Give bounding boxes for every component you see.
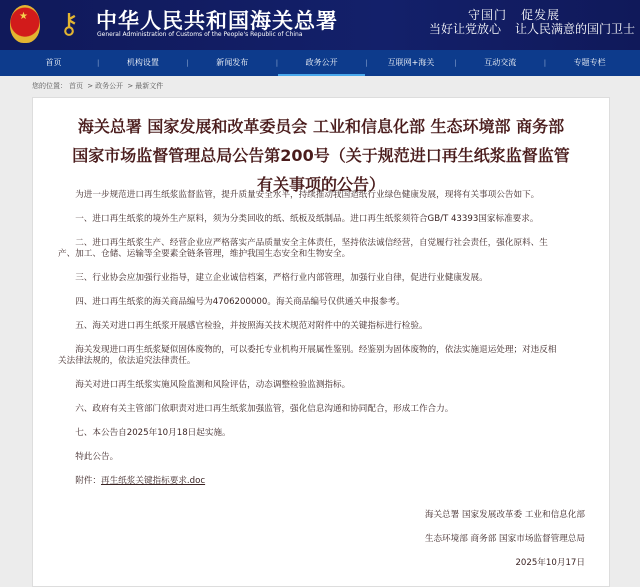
slogan-text: 让人民满意的国门卫士 bbox=[514, 22, 635, 36]
breadcrumb-separator: > bbox=[127, 82, 134, 90]
nav-government-affairs[interactable]: 政务公开 bbox=[278, 50, 365, 76]
nav-divider: | bbox=[97, 59, 100, 67]
signature-line: 海关总署 国家发展改革委 工业和信息化部 bbox=[424, 510, 585, 520]
closing: 特此公告。 bbox=[75, 452, 119, 462]
customs-emblem-icon: ⚷ bbox=[58, 7, 80, 40]
main-nav bbox=[0, 50, 640, 76]
breadcrumb bbox=[0, 76, 640, 94]
nav-divider: | bbox=[186, 59, 189, 67]
slogan-text: 守国门 bbox=[467, 8, 507, 22]
attachment bbox=[58, 476, 558, 487]
nav-news[interactable]: 新闻发布 bbox=[216, 58, 249, 67]
signature-line: 生态环境部 商务部 国家市场监督管理总局 bbox=[424, 534, 585, 544]
slogan-line2 bbox=[415, 20, 635, 37]
paragraph: 为进一步规范进口再生纸浆监督监管，提升质量安全水平，持续推动我国造纸行业绿色健康发展，现将有关事项公告如下。 bbox=[75, 190, 540, 200]
nav-special-topics[interactable]: 专题专栏 bbox=[573, 58, 606, 67]
attachment-label: 附件： bbox=[75, 476, 101, 486]
site-name[interactable]: 中华人民共和国海关总署 bbox=[96, 8, 338, 33]
breadcrumb-separator: > bbox=[87, 82, 94, 90]
paragraph: 一、进口再生纸浆的境外生产原料，须为分类回收的纸、纸板及纸制品。进口再生纸浆须符合GB/T 43393国家标准要求。 bbox=[75, 214, 539, 224]
paragraph: 四、进口再生纸浆的海关商品编号为4706200000。海关商品编号仅供通关申报参考。 bbox=[75, 297, 405, 307]
nav-divider: | bbox=[543, 59, 547, 67]
nav-organization[interactable]: 机构设置 bbox=[126, 58, 159, 67]
paragraph: 海关对进口再生纸浆实施风险监测和风险评估，动态调整检验监测指标。 bbox=[75, 380, 351, 390]
slogan-text: 当好让党放心 bbox=[428, 22, 501, 36]
nav-divider: | bbox=[365, 59, 368, 67]
breadcrumb-government-affairs[interactable]: 政务公开 bbox=[95, 82, 124, 90]
attachment-link[interactable]: 再生纸浆关键指标要求.doc bbox=[100, 476, 206, 486]
article-container bbox=[32, 97, 610, 587]
paragraph: 五、海关对进口再生纸浆开展感官检验，并按照海关技术规范对附件中的关键指标进行检验。 bbox=[75, 321, 428, 331]
national-emblem-icon: ★ bbox=[10, 5, 40, 43]
publish-date: 2025年10月17日 bbox=[515, 558, 585, 568]
breadcrumb-label: 您的位置： bbox=[32, 82, 67, 90]
breadcrumb-latest-files[interactable]: 最新文件 bbox=[135, 82, 164, 90]
paragraph: 二、进口再生纸浆生产、经营企业应严格落实产品质量安全主体责任，坚持依法诚信经营，自觉履行社会责任，强化原料、生产、加工、仓储、运输等全要素全链条管理，维护我国生态安全和生物安全。 bbox=[58, 238, 548, 259]
paragraph: 三、行业协会应加强行业指导，建立企业诚信档案，严格行业内部管理，加强行业自律，促进行业健康发展。 bbox=[75, 273, 488, 283]
slogan-text: 促发展 bbox=[520, 8, 560, 22]
paragraph: 七、本公告自2025年10月18日起实施。 bbox=[75, 428, 231, 438]
site-name-en: General Administration of Customs of the People's Republic of China bbox=[97, 31, 303, 38]
breadcrumb-home[interactable]: 首页 bbox=[69, 82, 83, 90]
nav-home[interactable]: 首页 bbox=[45, 58, 62, 67]
nav-divider: | bbox=[275, 59, 279, 67]
paragraph: 六、政府有关主管部门依职责对进口再生纸浆加强监管，强化信息沟通和协同配合，形成工作合力。 bbox=[75, 404, 454, 414]
article-body bbox=[58, 190, 558, 500]
article-title: 海关总署 国家发展和改革委员会 工业和信息化部 生态环境部 商务部 国家市场监督管理总局公告第200号（关于规范进口再生纸浆监督监管有关事项的公告） bbox=[72, 117, 570, 194]
nav-internet-customs[interactable]: 互联网+海关 bbox=[387, 58, 435, 67]
site-header bbox=[0, 0, 640, 50]
paragraph: 海关发现进口再生纸浆疑似固体废物的，可以委托专业机构开展属性鉴别。经鉴别为固体废物的，依法实施退运处理；对违反相关法律法规的，依法追究法律责任。 bbox=[58, 345, 557, 366]
nav-interaction[interactable]: 互动交流 bbox=[484, 58, 517, 67]
nav-divider: | bbox=[454, 59, 457, 67]
